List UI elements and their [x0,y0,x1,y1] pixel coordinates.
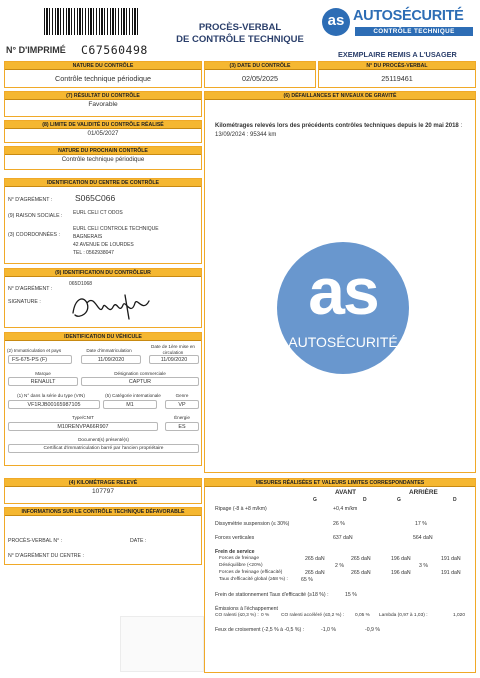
brand-name: AUTOSÉCURITÉ [353,8,464,24]
deseq-av: 2 % [335,563,344,569]
num-pv-value: 25119461 [381,74,413,83]
fe-av-g: 265 daN [305,570,325,576]
mesures-g-av: G [313,497,317,503]
forces-vert-av: 637 daN [333,535,353,541]
centre-header: IDENTIFICATION DU CENTRE DE CONTRÔLE [5,179,201,187]
brand-as-circle [322,8,350,36]
premiere-value: 11/09/2020 [149,355,199,364]
controleur-signature-label: SIGNATURE : [8,299,41,305]
vin-value: VF1RJB00165987105 [8,400,100,409]
watermark-as: as [308,254,378,328]
prochain-box [4,146,202,170]
stamp-area [120,616,204,672]
watermark-logo [277,242,409,374]
forces-vert-label: Forces verticales [215,535,255,541]
nature-controle-header: NATURE DU CONTRÔLE [5,62,201,70]
defaillances-header: (6) DÉFAILLANCES ET NIVEAUX DE GRAVITÉ [205,92,475,100]
nature-controle-value: Contrôle technique périodique [55,74,151,83]
centre-agrement-value: S065C066 [75,193,116,203]
emissions-label: Émissions à l'échappement [215,606,278,612]
centre-raison-value: EURL CELI CT ODOS [73,210,123,216]
immat-label: (2) Immatriculation et pays [7,348,62,353]
resultat-box [4,91,202,117]
defaillances-text [205,100,475,139]
prochain-header: NATURE DU PROCHAIN CONTRÔLE [5,147,201,155]
marque-value: RENAULT [8,377,78,386]
date-immat-value: 11/09/2020 [81,355,141,364]
centre-agrement-label: N° D'AGRÉMENT : [8,197,53,203]
doc-title-line1: PROCÈS-VERBAL [198,22,282,33]
energie-label: Énergie [174,415,190,420]
defaillances-text-rest: : 13/09/2024 : 95344 km [215,123,463,138]
kilometrage-header: (4) KILOMÉTRAGE RELEVÉ [5,479,201,487]
frein-service-label: Frein de service [215,549,255,555]
dissym-label: Dissymétrie suspension (≤ 30%) [215,521,290,527]
controleur-agrement-value: 065D1068 [69,281,93,287]
watermark-name: AUTOSÉCURITÉ [288,334,398,350]
prochain-value: Contrôle technique périodique [61,156,145,163]
lambda-value: 1,020 [453,613,466,618]
fe-av-d: 265 daN [351,570,371,576]
barcode [44,8,140,35]
co-accel-label: CO ralenti accéléré (≤0,2 %) : [281,613,345,618]
validite-header: (8) LIMITE DE VALIDITÉ DU CONTRÔLE RÉALISÉ [5,121,201,129]
num-imprime: C67560498 [81,43,148,57]
forces-vert-ar: 564 daN [413,535,433,541]
categorie-value: M1 [103,400,157,409]
frein-stat-value: 15 % [345,592,357,598]
num-imprime-label: N° D'IMPRIMÉ [6,45,66,55]
vehicule-header: IDENTIFICATION DU VÉHICULE [5,333,201,341]
fe-ar-d: 191 daN [441,570,461,576]
centre-coord-line4: TEL : 0562938047 [73,250,114,256]
energie-value: ES [165,422,199,431]
categorie-label: (5) Catégorie internationale [105,393,161,398]
feux-d: -0,9 % [365,627,380,633]
nature-controle-box [4,61,202,88]
mesures-g-ar: G [397,497,401,503]
taux-value: 65 % [301,577,313,583]
deseq-ar: 3 % [419,563,428,569]
defaillances-box [204,91,476,473]
controleur-box [4,268,202,328]
cv-date-label: DATE : [130,538,147,544]
controleur-agrement-label: N° D'AGRÉMENT : [8,286,53,292]
ff-av-d: 265 daN [351,556,371,562]
co-ralenti-value: 0 % [261,613,270,618]
date-controle-header: (3) DATE DU CONTRÔLE [205,62,315,70]
date-controle-box [204,61,316,88]
date-immat-label: Date d'immatriculation [86,348,132,353]
desequilibre-label: Déséquilibre (<20%) [219,563,263,568]
premiere-label: Date de 1ère mise en circulation [151,344,195,355]
feux-label: Feux de croisement (-2,5 % à -0,5 %) : [215,627,305,633]
genre-label: Genre [175,393,189,398]
docs-label: Document(s) présenté(s) [78,437,129,442]
type-value: M10RENVPA66R907 [8,422,158,431]
co-ralenti-label: CO ralenti (≤0,3 %) : [215,613,259,618]
centre-coord-label: (3) COORDONNÉES : [8,232,60,238]
taux-label: Taux d'efficacité global (≥58 %) : [219,577,288,582]
num-pv-header: N° DU PROCÈS-VERBAL [319,62,475,70]
doc-title-line2: DE CONTRÔLE TECHNIQUE [176,34,304,45]
validite-box [4,120,202,143]
resultat-header: (7) RÉSULTAT DU CONTRÔLE [5,92,201,100]
kilometrage-box [4,478,202,504]
brand-as-text: as [327,12,345,29]
feux-g: -1,0 % [321,627,336,633]
genre-value: VP [165,400,199,409]
centre-raison-label: (9) RAISON SOCIALE : [8,213,63,219]
forces-freinage-label: Forces de freinage [219,556,259,561]
ff-ar-g: 196 daN [391,556,411,562]
centre-coord-line3: 42 AVENUE DE LOURDES [73,242,134,248]
vehicule-box [4,332,202,466]
num-pv-box [318,61,476,88]
mesures-arriere: ARRIÈRE [409,489,438,496]
co-accel-value: 0,05 % [355,613,370,618]
centre-box [4,178,202,264]
resultat-value: Favorable [88,101,118,108]
frein-stat-label: Frein de stationnement Taux d'efficacité (≥18 %) : [215,592,329,598]
cv-agrement-label: N° D'AGRÉMENT DU CENTRE : [8,553,84,559]
dissym-av: 26 % [333,521,345,527]
mesures-box [204,478,476,673]
mesures-header: MESURES RÉALISÉES ET VALEURS LIMITES CORRESPONDANTES [205,479,475,487]
dissym-ar: 17 % [415,521,427,527]
ripage-label: Ripage (-8 à +8 m/km) [215,506,267,512]
ff-ar-d: 191 daN [441,556,461,562]
controleur-header: (9) IDENTIFICATION DU CONTRÔLEUR [5,269,201,277]
docs-value: Certificat d'immatriculation barré par l'ancien propriétaire [8,444,199,453]
brand-logo [322,8,476,40]
type-label: Type/CNIT [72,415,94,420]
designation-value: CAPTUR [81,377,199,386]
immat-value: FS-675-PS (F) [8,355,72,364]
mesures-d-av: D [363,497,367,503]
signature-image [65,289,165,325]
mesures-d-ar: D [453,497,457,503]
kilometrage-value: 107797 [91,488,114,495]
marque-label: Marque [35,371,51,376]
contre-visite-box [4,507,202,565]
exemplaire-label: EXEMPLAIRE REMIS A L'USAGER [338,50,457,59]
cv-pv-label: PROCÈS-VERBAL N° : [8,538,63,544]
brand-sub: CONTRÔLE TECHNIQUE [355,27,473,36]
date-controle-value: 02/05/2025 [242,74,278,83]
vin-label: (1) N° dans la série du type (VIN) [17,393,85,398]
defaillances-text-bold: Kilométrages relevés lors des précédents contrôles techniques depuis le 20 mai 2018 [215,123,459,129]
ripage-value: +0,4 m/km [333,506,358,512]
centre-coord-line1: EURL CELI CONTROLE TECHNIQUE [73,226,159,232]
mesures-avant: AVANT [335,489,357,496]
contre-visite-header: INFORMATIONS SUR LE CONTRÔLE TECHNIQUE DÉFAVORABLE [5,508,201,516]
forces-eff-label: Forces de freinage (efficacité) [219,570,283,575]
fe-ar-g: 196 daN [391,570,411,576]
ff-av-g: 265 daN [305,556,325,562]
designation-label: Désignation commerciale [114,371,166,376]
lambda-label: Lambda (0,97 à 1,03) : [379,613,428,618]
validite-value: 01/05/2027 [87,130,119,137]
centre-coord-line2: BAGNERAIS [73,234,103,240]
